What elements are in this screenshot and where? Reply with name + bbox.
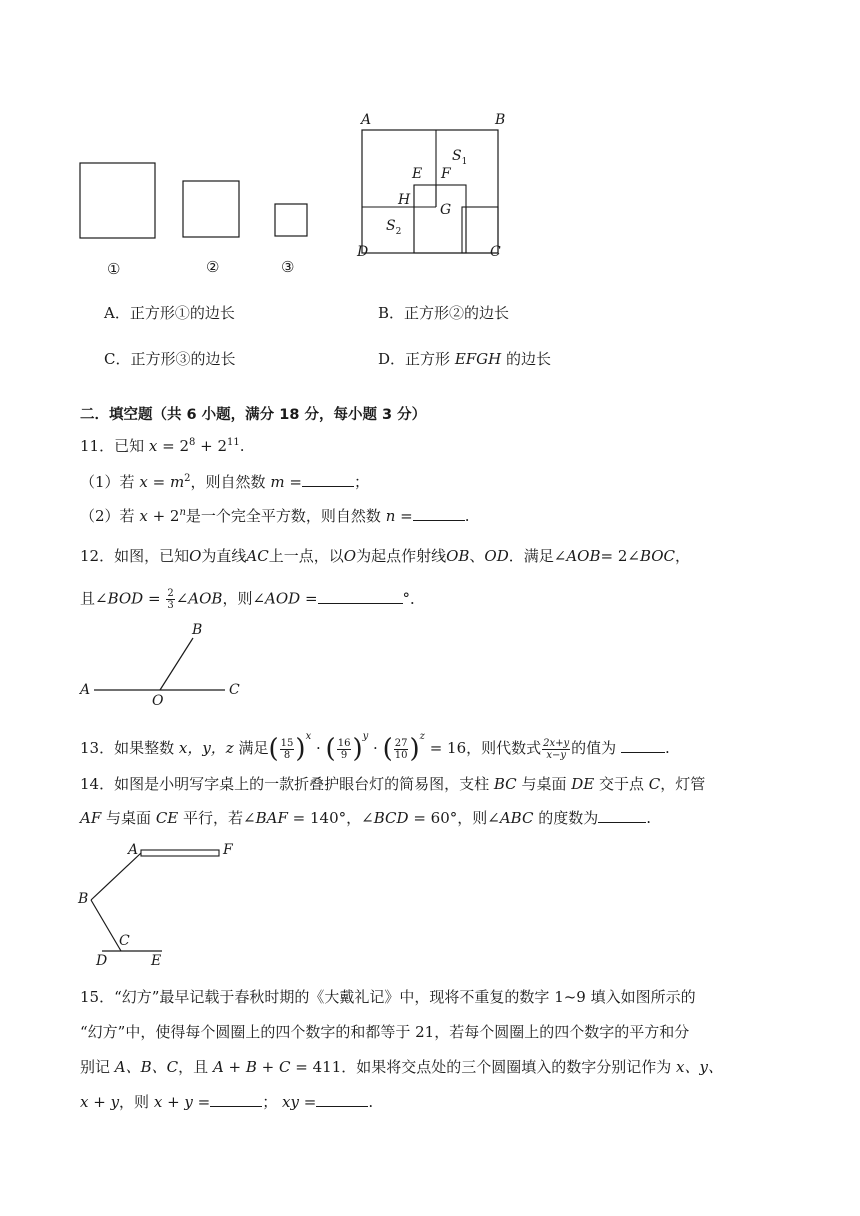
square-2-label: ② [206,258,220,276]
q14-blank[interactable] [598,808,646,823]
q13-stem: 13．如果整数 x，y，z 满足( $\frac{15}{8}$ )$^x$ · ( $\frac{16}{9}$ )$^y$ · ( $\frac{27}{10}$ )$^z$ = 16，则代数式 $\frac{2x+y}{x-y}$ 的值为 . [80,731,670,764]
grid-point-b: B [495,112,506,128]
square-3-label: ③ [281,258,295,276]
grid-area-s1: $S_1$ [452,148,468,167]
q10-option-d: D．正方形 EFGH 的边长 [378,350,552,368]
q15-line4: x + y，则 x + y = ； xy = . [80,1093,374,1111]
q11-sub2: （2）若 $x + 2^n$是一个完全平方数，则自然数 n = . [80,507,470,525]
grid-point-e: E [412,166,423,182]
q10-option-c: C．正方形③的边长 [104,350,236,368]
q12-line1: 12．如图，已知O为直线AC上一点，以O为起点作射线OB、OD．满足∠AOB= 2∠BOC， [80,547,691,565]
q14-point-a: A [128,842,139,858]
q14-point-d: D [96,953,108,969]
grid-point-g: G [440,202,452,218]
grid-point-a: A [361,112,372,128]
q11-sub1: （1）若 $x = m^2$，则自然数 m = ； [80,473,369,491]
q14-point-f: F [223,842,233,858]
q14-line2: AF 与桌面 CE 平行，若∠BAF = 140°，∠BCD = 60°，则∠ABC 的度数为 . [80,809,652,827]
q12-line2: 且∠BOD = $\frac{2}{3}$ ∠AOB，则∠AOD = °． [80,588,426,611]
q15-line3: 别记 A、B、C，且 A + B + C = 411．如果将交点处的三个圆圈填入的数字分别记作为 x、y、 [80,1058,723,1076]
q15-blank-2[interactable] [316,1092,368,1107]
q14-point-c: C [119,933,130,949]
q15-blank-1[interactable] [210,1092,262,1107]
q10-option-b: B．正方形②的边长 [378,304,510,322]
q15-line2: “幻方”中，使得每个圆圈上的四个数字的和都等于 21，若每个圆圈上的四个数字的平方和分 [80,1023,690,1041]
grid-area-s2: $S_2$ [386,218,402,237]
square-1 [80,163,155,238]
q11-sub1-blank[interactable] [302,472,354,487]
square-2 [183,181,239,237]
q15-line1: 15．“幻方”最早记载于春秋时期的《大戴礼记》中，现将不重复的数字 1~9 填入如图所示的 [80,988,696,1006]
q12-fraction: $\frac{2}{3}$ [167,588,174,611]
q12-point-c: C [229,682,240,698]
q11-sub2-blank[interactable] [413,506,465,521]
q12-point-b: B [192,622,203,638]
grid-square-figure [355,110,515,265]
q12-point-a: A [80,682,91,698]
q11-stem: 11．已知 $x = 2^8 + 2^{11}$. [80,437,245,455]
section-2-heading: 二．填空题（共 6 小题，满分 18 分，每小题 3 分） [80,407,427,423]
q12-point-o: O [152,693,164,709]
square-3 [275,204,307,236]
square-1-label: ① [107,260,121,278]
grid-point-c: C [490,244,501,260]
q13-blank[interactable] [621,738,665,753]
grid-point-d: D [357,244,369,260]
grid-point-h: H [398,192,411,208]
q14-point-b: B [78,891,89,907]
q14-line1: 14．如图是小明写字桌上的一款折叠护眼台灯的简易图，支柱 BC 与桌面 DE 交于点 C，灯管 [80,775,706,793]
q12-blank[interactable] [318,589,403,604]
q10-option-a: A．正方形①的边长 [104,304,235,322]
q13-expression-fraction: $\frac{2x+y}{x-y}$ [543,737,570,761]
q14-point-e: E [151,953,162,969]
grid-point-f: F [441,166,451,182]
